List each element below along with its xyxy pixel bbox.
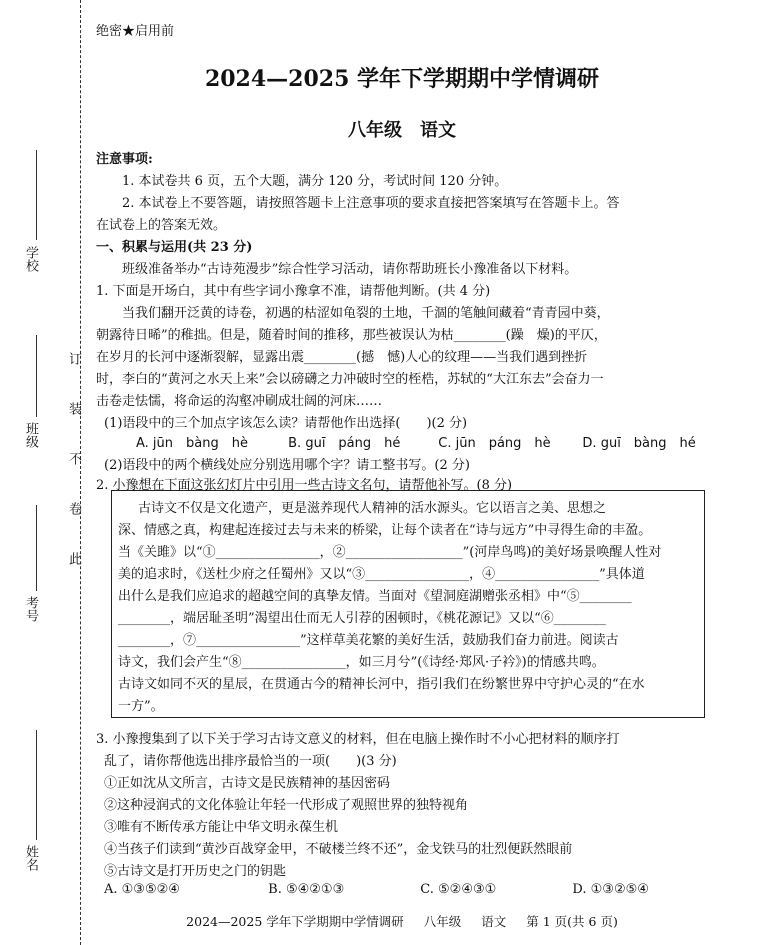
exam-no-label: 考号 xyxy=(23,596,38,622)
q3-item: ③唯有不断传承方能让中华文明永葆生机 xyxy=(104,820,339,835)
q3-options xyxy=(104,882,704,897)
q1-passage-line: 当我们翻开泛黄的诗卷，初遇的枯涩如龟裂的土地，千涸的笔触间藏着“青青园中葵， xyxy=(122,306,610,321)
binding-margin xyxy=(0,0,80,945)
notice-item-2-cont: 在试卷上的答案无效。 xyxy=(96,218,227,233)
q2-stem: 2. 小豫想在下面这张幻灯片中引用一些古诗文名句，请帮他补写。(8 分) xyxy=(96,478,513,493)
class-blank xyxy=(36,335,37,417)
footer-grade: 八年级 xyxy=(423,914,462,929)
confidential-mark: 绝密★启用前 xyxy=(96,24,175,39)
seal-word-1: 订 xyxy=(66,352,81,365)
notice-item-2: 2. 本试卷上不要答题，请按照答题卡上注意事项的要求直接把答案填写在答题卡上。答 xyxy=(122,196,620,211)
q1-passage-line: 击卷走怯懦，将命运的沟壑冲刷成壮阔的河床…… xyxy=(96,394,383,409)
q3-option-d: D. ①③②⑤④ xyxy=(572,882,649,897)
exam-subtitle: 八年级 语文 xyxy=(348,120,456,141)
binding-dashed-line xyxy=(80,0,81,945)
footer-page: 第 1 页(共 6 页) xyxy=(526,914,618,929)
q3-stem-cont: 乱了，请你帮他选出排序最恰当的一项( )(3 分) xyxy=(104,754,397,769)
q1-passage-line: 在岁月的长河中逐渐裂解，显露出震________(撼 憾)人心的纹理——当我们遇到挫折 xyxy=(96,350,588,365)
q3-option-a: A. ①③⑤②④ xyxy=(104,882,180,897)
q2-box-line: 古诗文如同不灭的星辰，在贯通古今的精神长河中，指引我们在纷繁世界中守护心灵的“在水 xyxy=(118,677,645,692)
q3-option-c: C. ⑤②④③① xyxy=(420,882,497,897)
school-label: 学校 xyxy=(23,246,38,272)
q1-options xyxy=(136,432,696,451)
exam-title: 2024—2025 学年下学期期中学情调研 xyxy=(204,66,600,92)
q3-item: ④当孩子们读到“黄沙百战穿金甲，不破楼兰终不还”，金戈铁马的壮烈便跃然眼前 xyxy=(104,842,573,857)
seal-word-2: 装 xyxy=(66,402,81,415)
name-blank xyxy=(36,730,37,840)
q2-box-line: 出什么是我们应追求的超越空间的真挚友情。当面对《望洞庭湖赠张丞相》中“⑤________ xyxy=(118,589,632,604)
name-label: 姓名 xyxy=(23,845,38,871)
q3-item: ②这种浸润式的文化体验让年轻一代形成了观照世界的独特视角 xyxy=(104,798,469,813)
q3-option-b: B. ⑤④②①③ xyxy=(268,882,345,897)
seal-word-4: 卷 xyxy=(66,502,81,515)
footer-subject: 语文 xyxy=(481,914,507,929)
notice-heading: 注意事项: xyxy=(96,152,153,167)
q1-option-c: C. jūn páng hè xyxy=(438,436,551,451)
q2-box-line: ________，⑦________________”这样草美花繁的美好生活，鼓励我们奋力前进。阅读古 xyxy=(118,633,619,648)
q2-box-line: 当《关雎》以“①________________，②__________________”(河岸鸟鸣)的美好场景唤醒人性对 xyxy=(118,545,662,560)
seal-word-5: 此 xyxy=(66,552,81,565)
q1-passage-line: 时，李白的“黄河之水天上来”会以磅礴之力冲破时空的桎梏，苏轼的“大江东去”会奋力一 xyxy=(96,372,604,387)
footer-title: 2024—2025 学年下学期期中学情调研 xyxy=(186,914,404,929)
q3-item: ①正如沈从文所言，古诗文是民族精神的基因密码 xyxy=(104,776,391,791)
q2-box-line: 美的追求时，《送杜少府之任蜀州》又以“③________________，④________________”具体道 xyxy=(118,567,645,582)
seal-word-3: 不 xyxy=(66,452,81,465)
q2-box-line: 深、情感之真，构建起连接过去与未来的桥梁，让每个读者在“诗与远方”中寻得生命的丰盈。 xyxy=(118,523,652,538)
q3-stem: 3. 小豫搜集到了以下关于学习古诗文意义的材料，但在电脑上操作时不小心把材料的顺序打 xyxy=(96,732,620,747)
q1-option-b: B. guī páng hé xyxy=(288,436,401,451)
q1-stem: 1. 下面是开场白，其中有些字词小豫拿不准，请帮他判断。(共 4 分) xyxy=(96,284,491,299)
q2-box-line: ________，端居耻圣明”渴望出仕而无人引荐的困顿时，《桃花源记》又以“⑥________ xyxy=(118,611,606,626)
q2-slide-box xyxy=(111,490,705,718)
q1-sub-2: (2)语段中的两个横线处应分别选用哪个字？请工整书写。(2 分) xyxy=(104,458,470,473)
school-blank xyxy=(36,150,37,240)
class-label: 班级 xyxy=(23,422,38,448)
notice-item-1: 1. 本试卷共 6 页，五个大题，满分 120 分，考试时间 120 分钟。 xyxy=(122,174,508,189)
section-1-heading: 一、积累与运用(共 23 分) xyxy=(96,240,253,255)
page-footer xyxy=(96,912,708,930)
q3-item: ⑤古诗文是打开历史之门的钥匙 xyxy=(104,864,287,879)
q2-box-line: 一方”。 xyxy=(118,699,164,714)
q1-sub-1: (1)语段中的三个加点字该怎么读？请帮他作出选择( )(2 分) xyxy=(104,416,468,431)
q1-passage-line: 朝露待日晞”的稚拙。但是，随着时间的推移，那些被误认为枯________(躁 燥)的平仄， xyxy=(96,328,607,343)
q1-option-a: A. jūn bàng hè xyxy=(136,436,248,451)
q2-box-line: 诗文，我们会产生“⑧________________，如三月兮”(《诗经·郑风·子衿》)的情感共鸣。 xyxy=(118,655,605,670)
section-1-intro: 班级准备举办“古诗苑漫步”综合性学习活动，请你帮助班长小豫准备以下材料。 xyxy=(122,262,578,277)
q1-option-d: D. guī bàng hé xyxy=(582,436,696,451)
q2-box-line: 古诗文不仅是文化遗产，更是滋养现代人精神的活水源头。它以语言之美、思想之 xyxy=(138,501,607,516)
exam-no-blank xyxy=(36,505,37,591)
